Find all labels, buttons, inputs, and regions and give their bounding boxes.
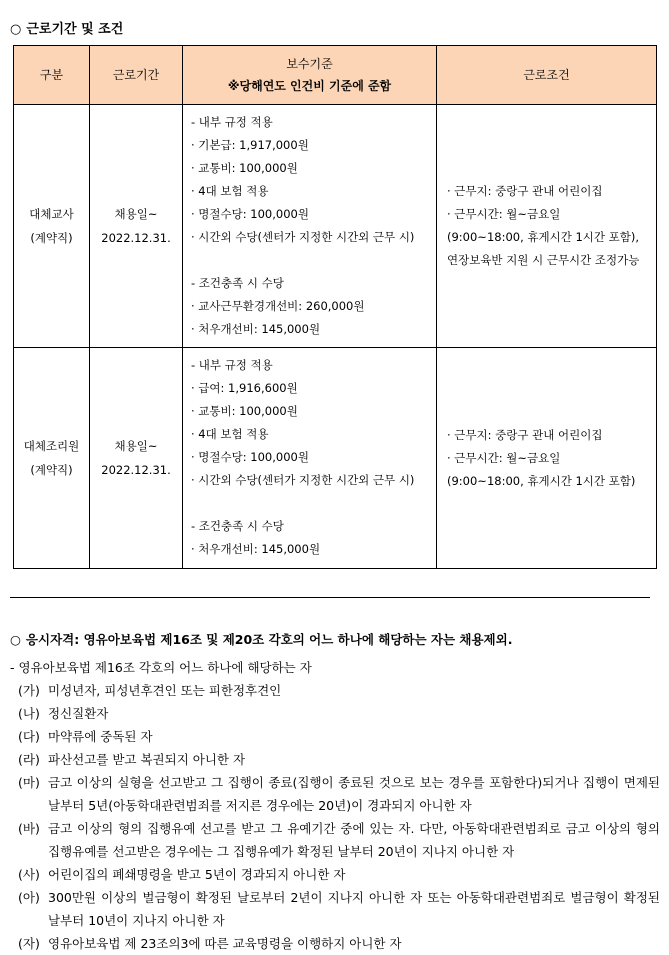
condition-line: · 근무지: 중랑구 관내 어린이집 xyxy=(447,184,603,198)
cell-conditions xyxy=(437,348,657,569)
pay-line: · 4대 보험 적용 xyxy=(191,427,269,441)
section-title: 응시자격: 영유아보육법 제16조 및 제20조 각호의 어느 하나에 해당하는 자는 채용제외. xyxy=(25,632,513,647)
table-row xyxy=(14,105,657,348)
condition-line: · 근무시간: 월~금요일 xyxy=(447,450,561,465)
work-conditions-table xyxy=(13,45,657,569)
cell-period xyxy=(90,105,183,348)
condition-line: (9:00~18:00, 휴게시간 1시간 포함), xyxy=(447,230,640,244)
list-item xyxy=(10,679,660,702)
period-start: 채용일~ xyxy=(114,207,158,221)
pay-line: - 내부 규정 적용 xyxy=(191,115,273,129)
circle-bullet-icon: ○ xyxy=(10,632,21,647)
item-label: (자) xyxy=(18,936,40,951)
list-item xyxy=(10,702,660,725)
condition-line: · 근무지: 중랑구 관내 어린이집 xyxy=(447,427,603,442)
pay-line: · 교통비: 100,000원 xyxy=(191,161,298,175)
list-item xyxy=(10,725,660,748)
item-label: (다) xyxy=(18,729,40,744)
cell-period xyxy=(90,348,183,569)
item-text: 300만원 이상의 벌금형이 확정된 날로부터 2년이 지나지 아니한 자 또는 아동학대관련범죄로 벌금형이 확정된 날부터 10년이 지나지 아니한 자 xyxy=(48,890,660,928)
horizontal-divider xyxy=(10,597,650,598)
circle-bullet-icon: ○ xyxy=(10,22,22,37)
item-text: 정신질환자 xyxy=(48,706,109,721)
item-text: 금고 이상의 형의 집행유예 선고를 받고 그 유예기간 중에 있는 자. 다만, 아동학대관련범죄로 금고 이상의 형의 집행유예를 선고받은 경우에는 그 집행유예가 확정된 날부터 20년이 지나지 아니한 자 xyxy=(48,821,660,859)
list-item xyxy=(10,863,660,886)
item-label: (아) xyxy=(18,890,40,905)
header-conditions: 근로조건 xyxy=(437,46,657,105)
item-text: 어린이집의 폐쇄명령을 받고 5년이 경과되지 아니한 자 xyxy=(48,867,346,882)
list-item xyxy=(10,932,660,955)
item-text: 영유아보육법 제 23조의3에 따른 교육명령을 이행하지 아니한 자 xyxy=(48,936,402,951)
category-type: (계약직) xyxy=(30,231,73,245)
period-start: 채용일~ xyxy=(114,439,158,453)
cell-pay xyxy=(183,105,437,348)
header-period: 근로기간 xyxy=(90,46,183,105)
cell-category xyxy=(14,105,90,348)
pay-line: · 시간외 수당(센터가 지정한 시간외 근무 시) xyxy=(191,473,415,487)
item-label: (가) xyxy=(18,683,40,698)
list-item xyxy=(10,748,660,771)
pay-line: · 시간외 수당(센터가 지정한 시간외 근무 시) xyxy=(191,230,415,244)
list-item xyxy=(10,886,660,932)
pay-line: - 내부 규정 적용 xyxy=(191,358,273,372)
list-item xyxy=(10,771,660,817)
header-pay xyxy=(183,46,437,105)
condition-line: (9:00~18:00, 휴게시간 1시간 포함) xyxy=(447,473,636,488)
item-label: (바) xyxy=(18,821,40,836)
pay-line: - 조건충족 시 수당 xyxy=(191,519,284,533)
item-label: (나) xyxy=(18,706,40,721)
pay-line: · 4대 보험 적용 xyxy=(191,184,269,198)
item-label: (라) xyxy=(18,752,40,767)
header-pay-title: 보수기준 xyxy=(286,57,333,71)
cell-category xyxy=(14,348,90,569)
section-title: 근로기간 및 조건 xyxy=(26,22,124,37)
pay-line: · 교통비: 100,000원 xyxy=(191,404,298,418)
cell-pay xyxy=(183,348,437,569)
item-text: 마약류에 중독된 자 xyxy=(48,729,153,744)
qualification-list xyxy=(10,656,660,955)
table-header-row xyxy=(14,46,657,105)
header-category: 구분 xyxy=(14,46,90,105)
category-name: 대체조리원 xyxy=(23,439,80,453)
category-type: (계약직) xyxy=(30,463,73,477)
condition-line: 연장보육반 지원 시 근무시간 조정가능 xyxy=(447,253,640,267)
pay-line: · 기본급: 1,917,000원 xyxy=(191,138,309,152)
cell-conditions xyxy=(437,105,657,348)
pay-line: - 조건충족 시 수당 xyxy=(191,276,284,290)
table-row xyxy=(14,348,657,569)
category-name: 대체교사 xyxy=(29,207,74,221)
item-label: (사) xyxy=(18,867,40,882)
item-text: 금고 이상의 실형을 선고받고 그 집행이 종료(집행이 종료된 것으로 보는 경우를 포함한다)되거나 집행이 면제된 날부터 5년(아동학대관련범죄를 저지른 경우에는 20년)이 경과되지 아니한 자 xyxy=(48,775,660,813)
pay-line: · 교사근무환경개선비: 260,000원 xyxy=(191,299,365,313)
section-heading-qualifications xyxy=(10,630,512,648)
pay-line: · 처우개선비: 145,000원 xyxy=(191,322,321,336)
period-end: 2022.12.31. xyxy=(101,231,171,245)
section-heading-work-conditions xyxy=(10,18,123,37)
list-item xyxy=(10,817,660,863)
header-pay-note: ※당해연도 인건비 기준에 준함 xyxy=(227,79,392,93)
pay-line: · 명절수당: 100,000원 xyxy=(191,207,309,221)
pay-line: · 처우개선비: 145,000원 xyxy=(191,542,321,556)
item-label: (마) xyxy=(18,775,40,790)
condition-line: · 근무시간: 월~금요일 xyxy=(447,207,561,221)
period-end: 2022.12.31. xyxy=(101,463,171,477)
item-text: 미성년자, 피성년후견인 또는 피한정후견인 xyxy=(48,683,282,698)
pay-line: · 급여: 1,916,600원 xyxy=(191,381,298,395)
item-text: 파산선고를 받고 복권되지 아니한 자 xyxy=(48,752,246,767)
qualification-intro: - 영유아보육법 제16조 각호의 어느 하나에 해당하는 자 xyxy=(10,660,312,675)
pay-line: · 명절수당: 100,000원 xyxy=(191,450,309,464)
